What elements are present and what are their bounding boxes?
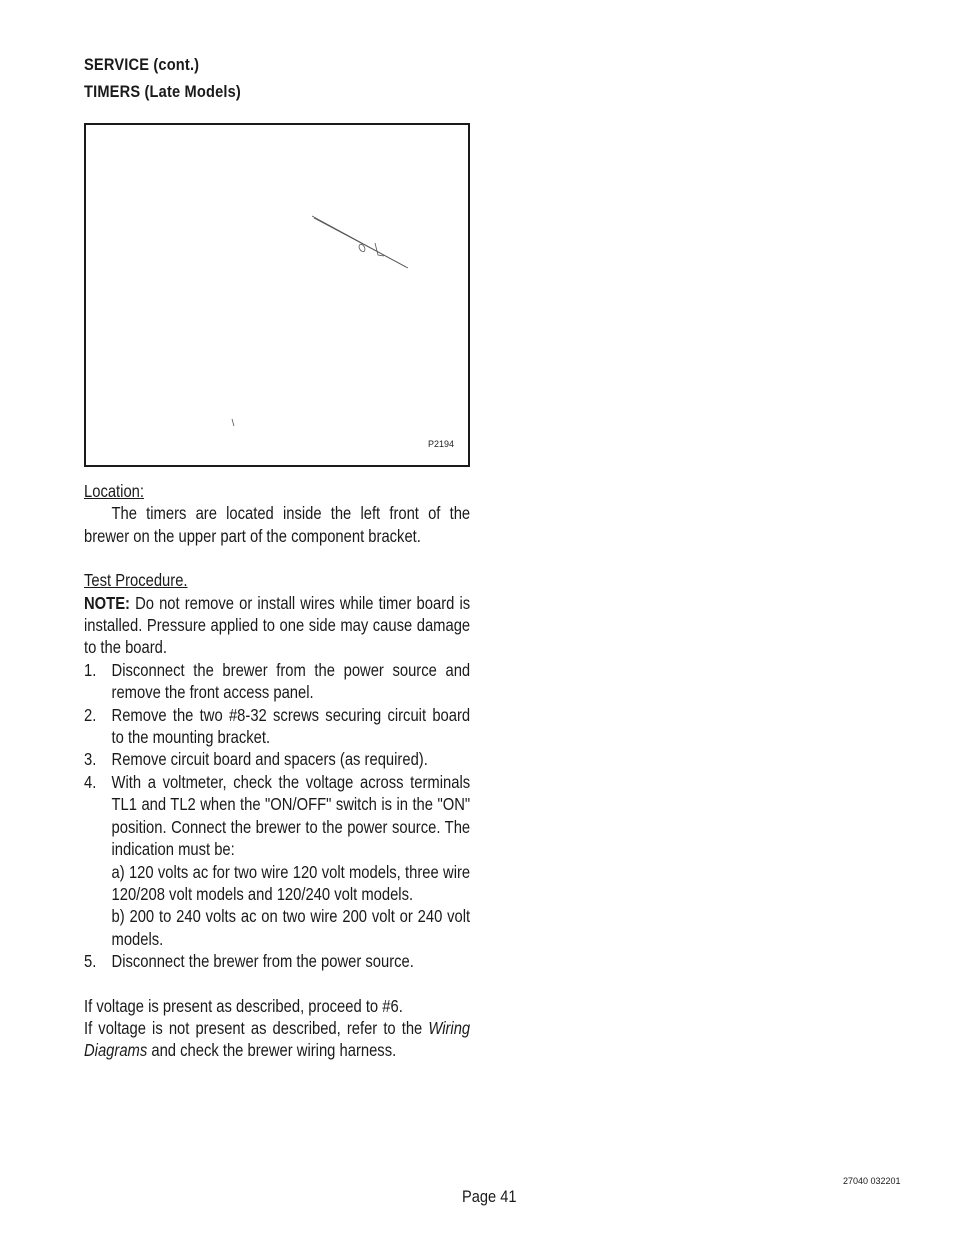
location-heading: Location: <box>84 481 144 501</box>
step4-option-a: a) 120 volts ac for two wire 120 volt models, three wire 120/208 volt models and 120/240 volt models. <box>111 861 471 904</box>
test-steps <box>84 659 470 973</box>
location-text: The timers are located inside the left front of the brewer on the upper part of the component bracket. <box>84 503 471 546</box>
document-code: 27040 032201 <box>843 1176 901 1186</box>
voltage-present-text: If voltage is present as described, proceed to #6. <box>84 995 403 1016</box>
list-item: 4. With a voltmeter, check the voltage across terminals TL1 and TL2 when the "ON/OFF" switch is in the "ON" position. Connect the brewer to the power source. The indication must be: a) 120 volts ac for two wire 120 volt models, three wire 120/208 volt models and 120/240 volt models. b) 200 to 240 volts ac on two wire 200 volt or 240 volt models. <box>84 771 471 949</box>
voltage-absent-text: If voltage is not present as described, refer to the Wiring Diagrams and check the brewer wiring harness. <box>84 1017 471 1061</box>
list-item: 2. Remove the two #8-32 screws securing circuit board to the mounting bracket. <box>84 704 471 748</box>
list-item: 1. Disconnect the brewer from the power source and remove the front access panel. <box>84 659 471 703</box>
test-heading: Test Procedure. <box>84 570 188 591</box>
figure-drawing <box>86 125 468 465</box>
list-item: 5. Disconnect the brewer from the power source. <box>84 951 414 972</box>
list-item: 3. Remove circuit board and spacers (as required). <box>84 749 428 770</box>
wiring-diagrams-ref: Wiring Diagrams <box>84 1017 471 1061</box>
note <box>84 592 470 659</box>
note-label: NOTE: <box>84 592 130 613</box>
subsection-heading: TIMERS (Late Models) <box>84 82 241 101</box>
text-column <box>84 480 470 1062</box>
page-number: Page 41 <box>462 1187 517 1206</box>
figure-id: P2194 <box>428 439 455 449</box>
note-text: Do not remove or install wires while timer board is installed. Pressure applied to one side may cause damage to the board. <box>84 592 471 658</box>
step4-option-b: b) 200 to 240 volts ac on two wire 200 volt or 240 volt models. <box>111 906 471 949</box>
section-heading: SERVICE (cont.) <box>84 55 200 74</box>
timer-figure <box>84 123 470 467</box>
